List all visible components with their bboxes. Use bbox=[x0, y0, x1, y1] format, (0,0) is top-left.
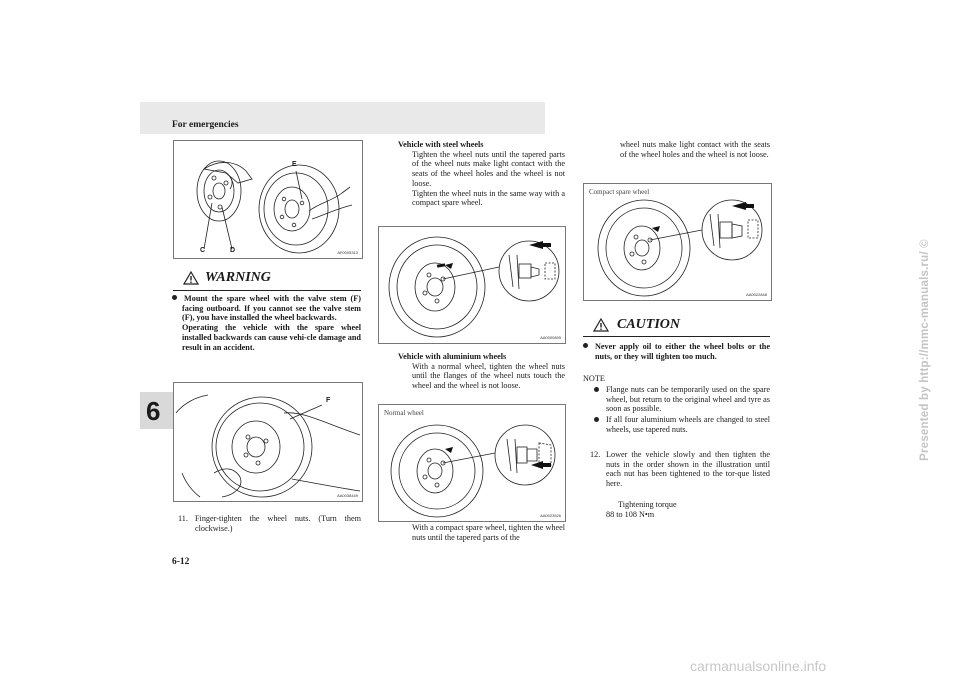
bullet-icon bbox=[583, 343, 588, 348]
step-number: 12. bbox=[590, 450, 601, 459]
section-title: For emergencies bbox=[172, 120, 239, 130]
continued-text: wheel nuts make light contact with the seats of the wheel holes and the wheel is not loose. bbox=[620, 140, 770, 159]
warning-header bbox=[173, 268, 361, 291]
figure-spare-wheel bbox=[173, 382, 363, 502]
note-item-2: If all four aluminium wheels are changed to steel wheels, use tapered nuts. bbox=[606, 415, 770, 434]
caution-triangle-icon bbox=[593, 318, 609, 332]
figure-title: Normal wheel bbox=[384, 409, 424, 417]
figure-code: AA0038449 bbox=[337, 493, 358, 498]
step-12 bbox=[583, 450, 770, 489]
torque-label: Tightening torque bbox=[618, 500, 677, 509]
figure-code: AA0022848 bbox=[746, 292, 767, 297]
side-watermark: Presented by http://mmc-manuals.ru/ © bbox=[919, 239, 931, 461]
figure-code: AA0000895 bbox=[540, 335, 561, 340]
step-11 bbox=[173, 514, 361, 533]
figure-hub-cleaning bbox=[173, 140, 363, 259]
figure-code: AA0023526 bbox=[540, 513, 561, 518]
torque-value: 88 to 108 N•m bbox=[606, 510, 655, 519]
warning-text: Mount the spare wheel with the valve stem (F) facing outboard. If you cannot see the valve stem (F), you have installed the wheel backwards. Operating the vehicle with the spare wheel installed backwards can cause vehi-cle damage and result in an accident. bbox=[182, 294, 361, 352]
steel-text-1: Tighten the wheel nuts until the tapered parts of the wheel nuts make light contact with the seats of the wheel holes and the wheel is not loose. bbox=[412, 149, 565, 188]
step-text: Finger-tighten the wheel nuts. (Turn them clockwise.) bbox=[195, 514, 361, 533]
step-text: Lower the vehicle slowly and then tighten the nuts in the order shown in the illustration until each nut has been tightened to the tor-que listed here. bbox=[606, 450, 770, 489]
figure-title: Compact spare wheel bbox=[589, 188, 650, 196]
page-number: 6-12 bbox=[172, 557, 190, 567]
figure-steel-wheel-nut bbox=[378, 226, 566, 344]
figure-label-f: F bbox=[326, 397, 331, 404]
bullet-icon bbox=[172, 295, 177, 300]
aluminium-wheels-section bbox=[398, 352, 565, 391]
compact-spare-text: With a compact spare wheel, tighten the wheel nuts until the tapered parts of the bbox=[412, 523, 565, 542]
figure-code: AF0005313 bbox=[337, 250, 358, 255]
figure-normal-wheel bbox=[378, 404, 566, 522]
steel-wheels-section bbox=[398, 140, 565, 208]
chapter-number: 6 bbox=[146, 396, 161, 426]
caution-header bbox=[583, 316, 770, 337]
steel-heading: Vehicle with steel wheels bbox=[398, 140, 484, 149]
note-heading: NOTE bbox=[583, 374, 605, 383]
caution-text: Never apply oil to either the wheel bolts or the nuts, or they will tighten too much. bbox=[595, 342, 770, 361]
note-item-1: Flange nuts can be temporarily used on the spare wheel, but return to the original wheel and tyre as soon as possible. bbox=[606, 385, 770, 414]
warning-title: WARNING bbox=[205, 270, 271, 285]
figure-label-c: C bbox=[200, 247, 206, 254]
site-watermark: carmanualsonline.info bbox=[690, 658, 827, 674]
figure-compact-spare bbox=[583, 183, 772, 301]
figure-label-e: E bbox=[292, 161, 297, 168]
aluminium-text: With a normal wheel, tighten the wheel nuts until the flanges of the wheel nuts touch the wheel and the wheel is not loose. bbox=[412, 361, 565, 391]
figure-label-d: D bbox=[230, 247, 236, 254]
step-number: 11. bbox=[178, 514, 188, 523]
aluminium-heading: Vehicle with aluminium wheels bbox=[398, 352, 507, 361]
bullet-icon bbox=[594, 387, 599, 392]
steel-text-2: Tighten the wheel nuts in the same way with a compact spare wheel. bbox=[412, 188, 565, 208]
bullet-icon bbox=[594, 417, 599, 422]
warning-triangle-icon bbox=[183, 271, 199, 285]
caution-title: CAUTION bbox=[617, 317, 681, 332]
